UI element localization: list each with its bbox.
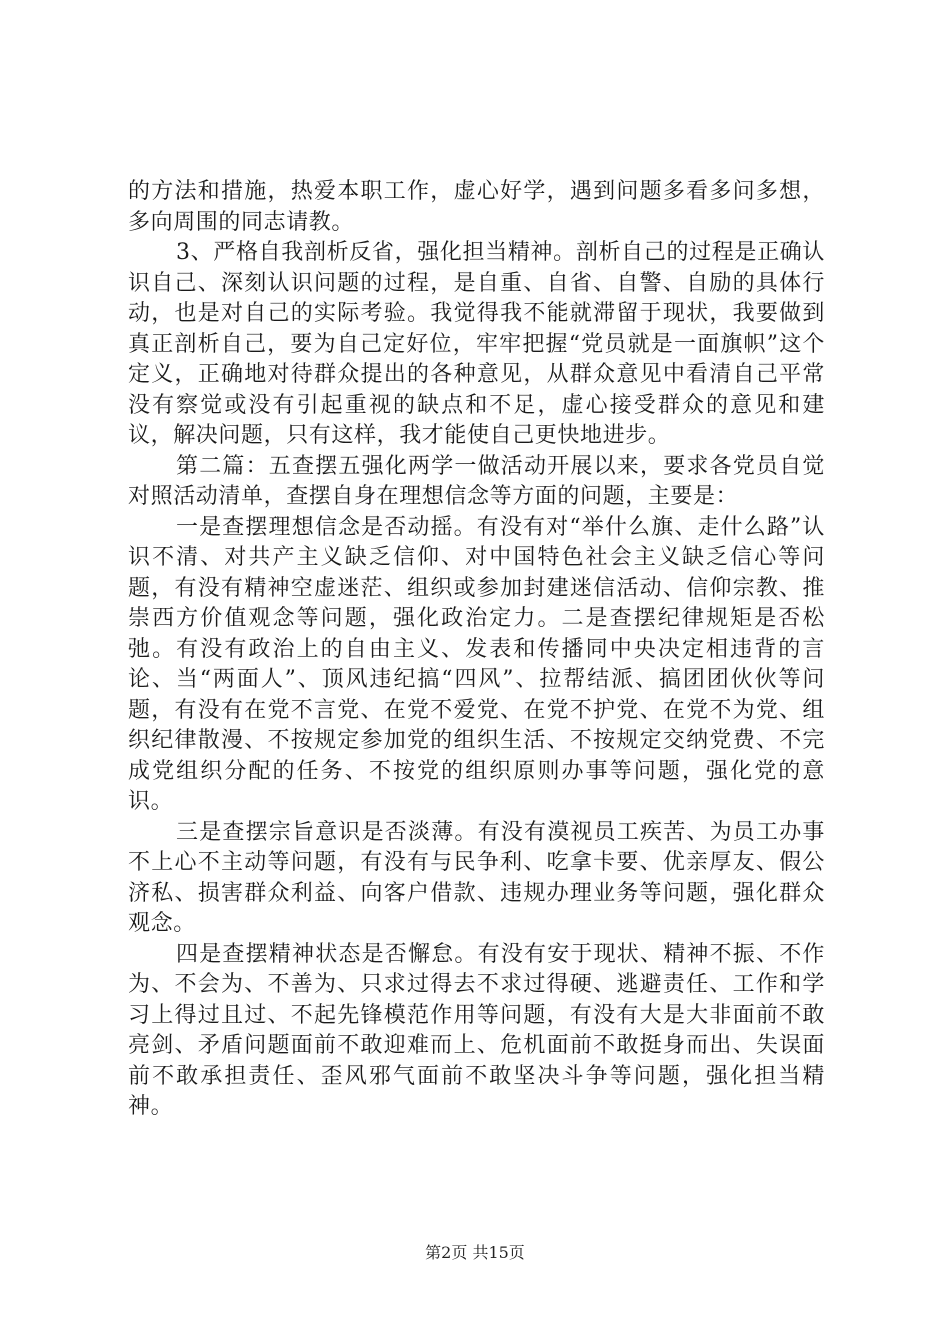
- paragraph-second-article-intro: 第二篇：五查摆五强化两学一做活动开展以来，要求各党员自觉对照活动清单，查摆自身在理想信念等方面的问题，主要是：: [128, 453, 825, 509]
- document-body: [128, 177, 825, 1123]
- page-number-footer: 第2页 共15页: [425, 1243, 525, 1262]
- paragraph-purpose-awareness: 三是查摆宗旨意识是否淡薄。有没有漠视员工疾苦、为员工办事不上心不主动等问题，有没有与民争利、吃拿卡要、优亲厚友、假公济私、损害群众利益、向客户借款、违规办理业务等问题，强化群众观念。: [128, 819, 825, 936]
- paragraph-ideals-discipline: 一是查摆理想信念是否动摇。有没有对“举什么旗、走什么路”认识不清、对共产主义缺乏信仰、对中国特色社会主义缺乏信心等问题，有没有精神空虚迷茫、组织或参加封建迷信活动、信仰宗教、推崇西方价值观念等问题，强化政治定力。二是查摆纪律规矩是否松弛。有没有政治上的自由主义、发表和传播同中央决定相违背的言论、当“两面人”、顶风违纪搞“四风”、拉帮结派、搞团团伙伙等问题，有没有在党不言党、在党不爱党、在党不护党、在党不为党、组织纪律散漫、不按规定参加党的组织生活、不按规定交纳党费、不完成党组织分配的任务、不按党的组织原则办事等问题，强化党的意识。: [128, 514, 825, 814]
- paragraph-continuation: 的方法和措施，热爱本职工作，虚心好学，遇到问题多看多问多想，多向周围的同志请教。: [128, 179, 825, 235]
- paragraph-self-analysis: 3、严格自我剖析反省，强化担当精神。剖析自己的过程是正确认识自己、深刻认识问题的过程，是自重、自省、自警、自励的具体行动，也是对自己的实际考验。我觉得我不能就滞留于现状，我要做到真正剖析自己，要为自己定好位，牢牢把握“党员就是一面旗帜”这个定义，正确地对待群众提出的各种意见，从群众意见中看清自己平常没有察觉或没有引起重视的缺点和不足，虚心接受群众的意见和建议，解决问题，只有这样，我才能使自己更快地进步。: [128, 240, 825, 448]
- paragraph-spirit-state: 四是查摆精神状态是否懈怠。有没有安于现状、精神不振、不作为、不会为、不善为、只求过得去不求过得硬、逃避责任、工作和学习上得过且过、不起先锋模范作用等问题，有没有大是大非面前不敢亮剑、矛盾问题面前不敢迎难而上、危机面前不敢挺身而出、失误面前不敢承担责任、歪风邪气面前不敢坚决斗争等问题，强化担当精神。: [128, 941, 825, 1119]
